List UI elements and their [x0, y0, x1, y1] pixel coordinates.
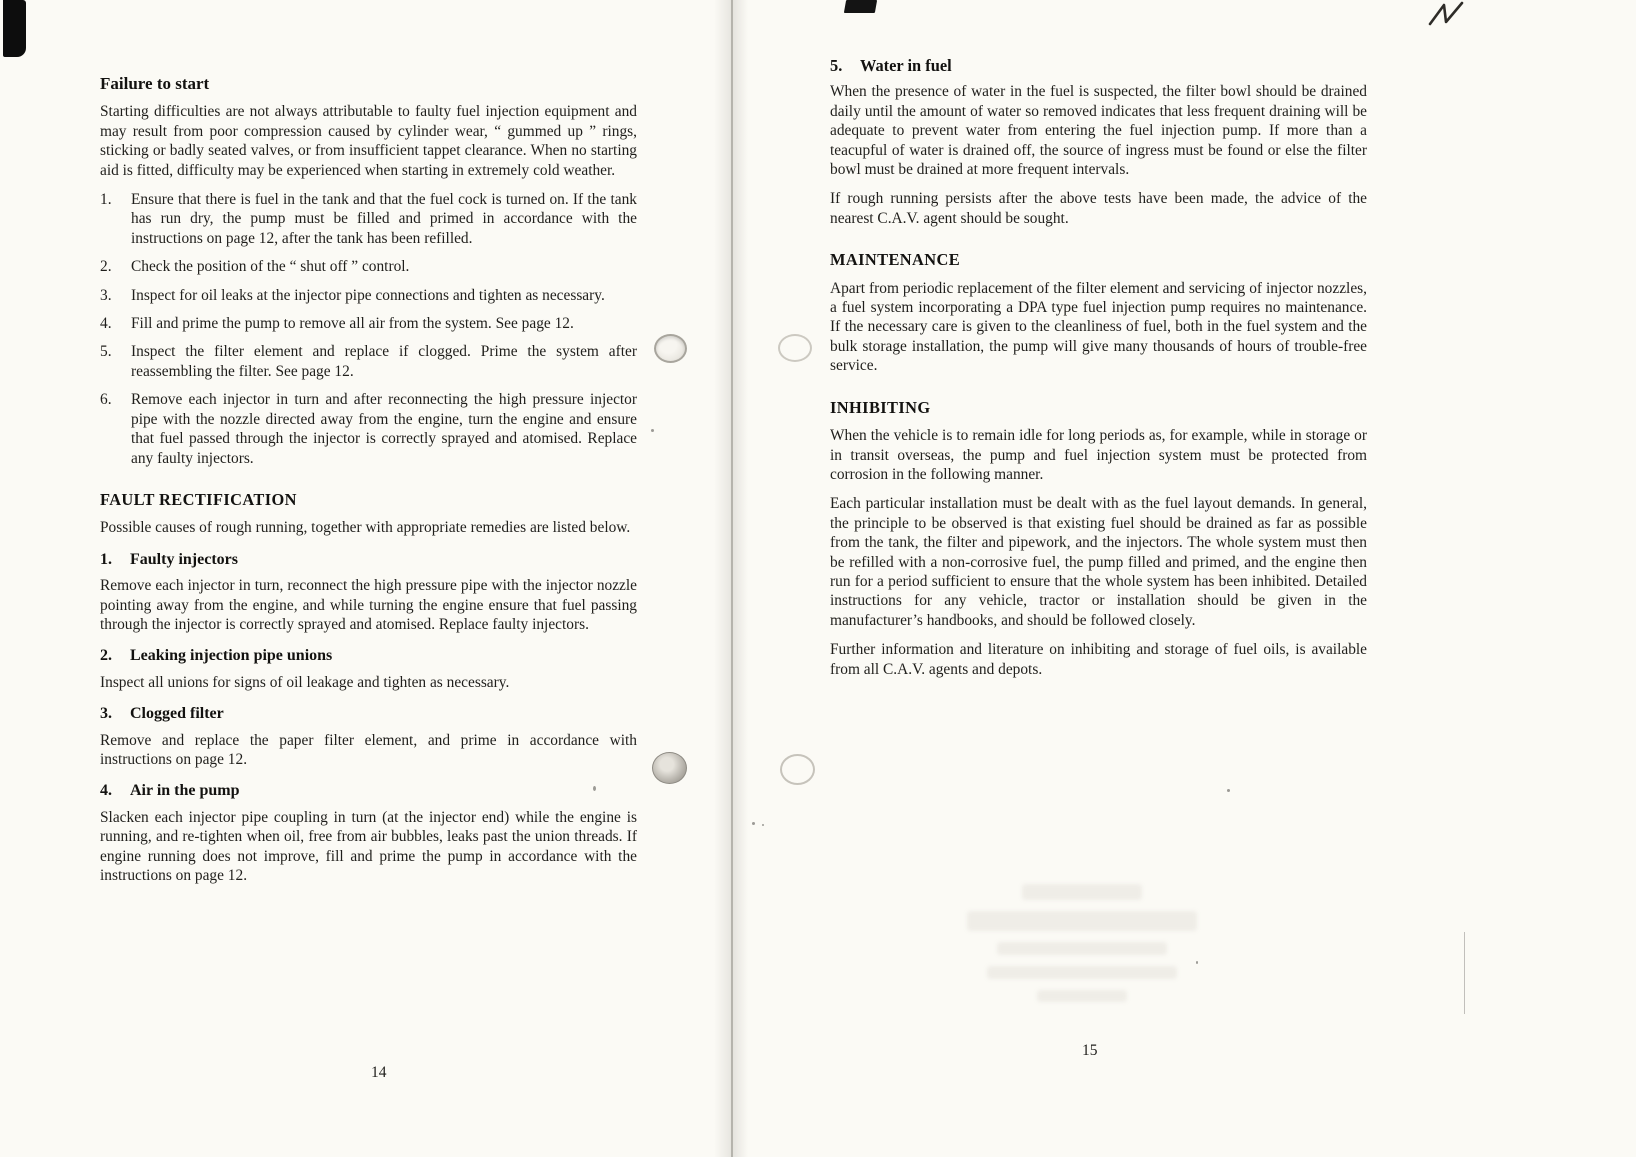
dust-speck	[1227, 789, 1230, 792]
ink-blot-top-left	[3, 0, 26, 57]
step-number: 2.	[100, 258, 112, 276]
punch-hole-right-top	[778, 334, 812, 362]
subheading-faulty-injectors	[100, 550, 637, 569]
left-page-column	[100, 74, 637, 895]
step-number: 1.	[100, 191, 112, 209]
dust-speck	[651, 429, 654, 432]
subheading-clogged-filter	[100, 704, 637, 723]
show-through-line	[1037, 990, 1127, 1002]
punch-hole-left-top	[654, 334, 687, 363]
step-text: Inspect the filter element and replace if clogged. Prime the system after reassembling the filter. See page 12.	[131, 343, 637, 380]
step-number: 3.	[100, 286, 112, 304]
subheading-title: Air in the pump	[130, 782, 240, 800]
air-in-pump-paragraph: Slacken each injector pipe coupling in turn (at the injector end) while the engine is running, and re-tighten when oil, free from air bubbles, leaks past the union threads. If engine running does not improve, fill and prime the pump in accordance with the instructions on page 12.	[100, 808, 637, 884]
subheading-leaking-unions	[100, 646, 637, 665]
inhibiting-paragraph-3: Further information and literature on inhibiting and storage of fuel oils, is available from all C.A.V. agents and depots.	[830, 641, 1367, 678]
pen-check-mark-icon	[1424, 0, 1478, 32]
heading-water-in-fuel	[830, 56, 1367, 75]
numbered-step-6	[100, 390, 637, 468]
subheading-title: Faulty injectors	[130, 550, 238, 568]
step-text: Fill and prime the pump to remove all air from the system. See page 12.	[131, 315, 574, 333]
show-through-line	[1022, 884, 1142, 900]
right-page-column	[830, 56, 1367, 689]
punch-hole-right-bottom	[780, 754, 815, 785]
show-through-line	[967, 911, 1197, 931]
clogged-filter-paragraph: Remove and replace the paper filter element, and prime in accordance with instructions on page 12.	[100, 731, 637, 768]
step-number: 6.	[100, 391, 112, 409]
page-fold-line	[731, 0, 733, 1157]
subheading-number: 4.	[100, 782, 112, 800]
step-text: Remove each injector in turn and after reconnecting the high pressure injector pipe with the nozzle directed away from the engine, turn the engine and ensure that fuel passed through the injector is correctly sprayed and atomised. Replace any faulty injectors.	[131, 391, 637, 467]
water-in-fuel-paragraph-1: When the presence of water in the fuel is suspected, the filter bowl should be drained daily until the amount of water so removed indicates that less frequent draining will be adequate to prevent water from entering the fuel injection pump. If more than a teacupful of water is drained off, the source of ingress must be found or else the filter bowl must be drained at more frequent intervals.	[830, 83, 1367, 179]
inhibiting-paragraph-1: When the vehicle is to remain idle for long periods as, for example, while in storage or in transit overseas, the pump and fuel injection system must be protected from corrosion in the following manner.	[830, 427, 1367, 483]
leaking-unions-paragraph: Inspect all unions for signs of oil leakage and tighten as necessary.	[100, 673, 510, 691]
heading-maintenance: MAINTENANCE	[830, 250, 961, 270]
right-page-number: 15	[1082, 1042, 1098, 1059]
dust-speck	[762, 824, 764, 826]
heading-failure-to-start: Failure to start	[100, 74, 210, 93]
subheading-title: Leaking injection pipe unions	[130, 647, 333, 665]
show-through-line	[987, 966, 1177, 979]
subheading-number: 2.	[100, 647, 112, 665]
numbered-step-5	[100, 342, 637, 381]
numbered-step-2	[100, 257, 637, 276]
heading-fault-rectification: FAULT RECTIFICATION	[100, 489, 297, 509]
subheading-number: 1.	[100, 550, 112, 568]
left-page-number: 14	[371, 1064, 387, 1081]
numbered-step-4	[100, 314, 637, 333]
numbered-step-3	[100, 286, 637, 305]
numbered-step-1	[100, 190, 637, 248]
dust-speck	[593, 786, 596, 791]
subheading-title: Water in fuel	[860, 56, 952, 75]
ink-mark-top-center	[844, 0, 877, 13]
step-text: Ensure that there is fuel in the tank and that the fuel cock is turned on. If the tank has run dry, the pump must be filled and primed in accordance with the instructions on page 12, after the tank has been refilled.	[131, 191, 637, 247]
fault-rectification-intro: Possible causes of rough running, together with appropriate remedies are listed below.	[100, 519, 631, 537]
water-in-fuel-paragraph-2: If rough running persists after the above tests have been made, the advice of the nearest C.A.V. agent should be sought.	[830, 190, 1367, 227]
subheading-number: 5.	[830, 56, 843, 75]
dust-speck	[752, 822, 755, 825]
step-text: Inspect for oil leaks at the injector pipe connections and tighten as necessary.	[131, 286, 605, 304]
failure-intro-paragraph: Starting difficulties are not always attributable to faulty fuel injection equipment and may result from poor compression caused by cylinder wear, “ gummed up ” rings, sticking or badly seated valves, or from insufficient tappet clearance. When no starting aid is fitted, difficulty may be experienced when starting in extremely cold weather.	[100, 103, 637, 179]
faulty-injectors-paragraph: Remove each injector in turn, reconnect the high pressure pipe with the injector nozzle pointing away from the engine, and while turning the engine ensure that fuel passing through the injector is correctly sprayed and atomised. Replace faulty injectors.	[100, 577, 637, 633]
stray-pen-stroke	[1464, 932, 1465, 1014]
maintenance-paragraph: Apart from periodic replacement of the filter element and servicing of injector nozzles, a fuel system incorporating a DPA type fuel injection pump requires no maintenance. If the necessary care is given to the cleanliness of fuel, both in the fuel system and the bulk storage installation, the pump will give many thousands of hours of trouble-free service.	[830, 279, 1367, 375]
print-show-through	[938, 884, 1226, 1042]
subheading-air-in-pump	[100, 781, 637, 800]
subheading-number: 3.	[100, 705, 112, 723]
punch-hole-left-bottom	[652, 752, 687, 784]
heading-inhibiting: INHIBITING	[830, 397, 931, 417]
show-through-line	[997, 942, 1167, 955]
inhibiting-paragraph-2: Each particular installation must be dealt with as the fuel layout demands. In general, the principle to be observed is that existing fuel should be drained as far as possible from the tank, the filter and pipework, and the injectors. The whole system must then be refilled with a non-corrosive fuel, the pump filled and primed, and the engine then run for a period sufficient to ensure that the whole system has been inhibited. Detailed instructions for any vehicle, tractor or installation should be given in the manufacturer’s handbooks, and should be followed closely.	[830, 495, 1367, 629]
subheading-title: Clogged filter	[130, 705, 224, 723]
step-number: 4.	[100, 315, 112, 333]
step-number: 5.	[100, 343, 112, 361]
step-text: Check the position of the “ shut off ” control.	[131, 258, 410, 276]
